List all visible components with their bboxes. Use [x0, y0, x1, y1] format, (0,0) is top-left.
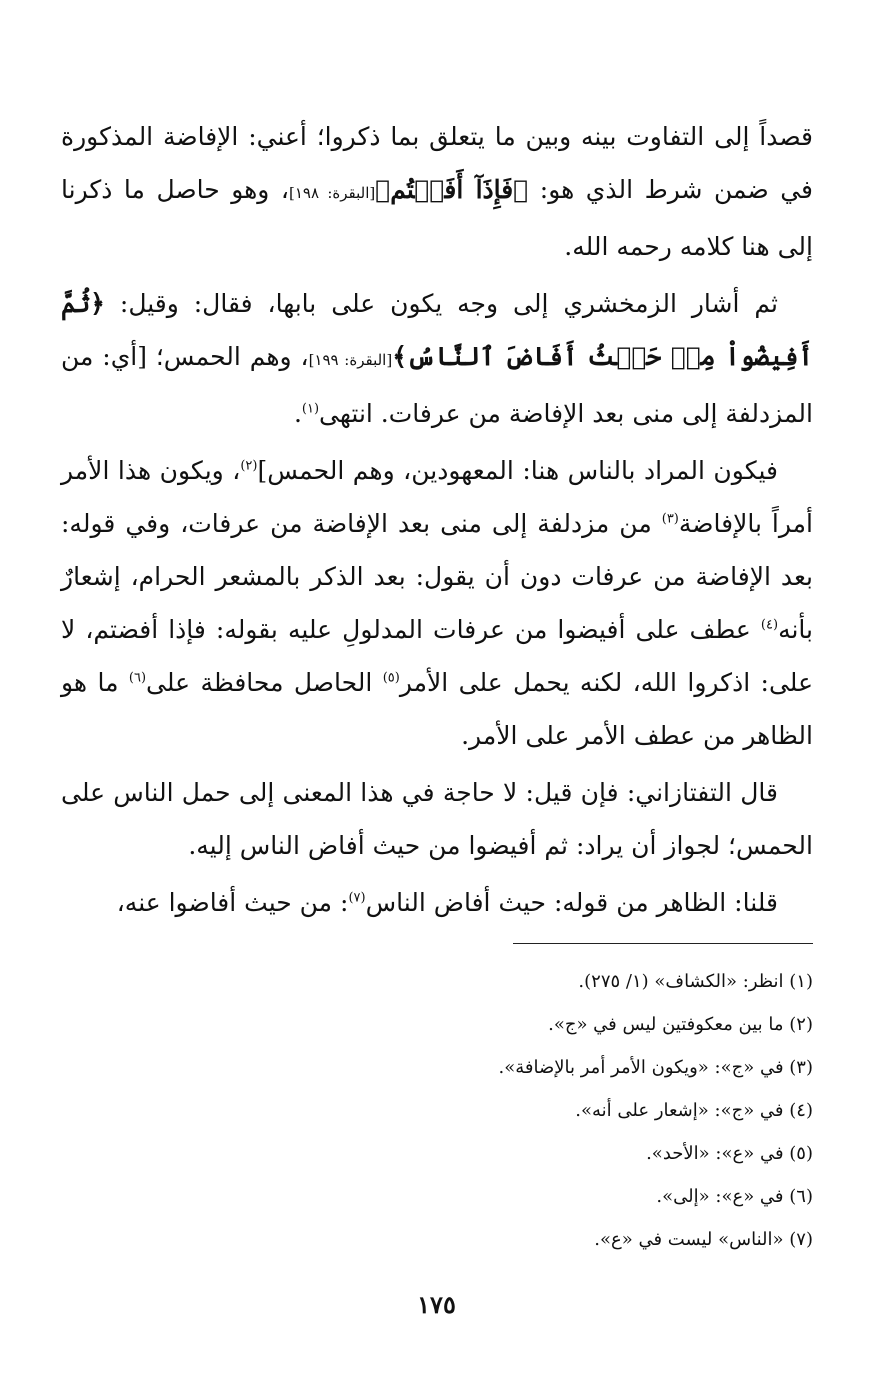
- footnote: (١) انظر: «الكشاف» (١/ ٢٧٥).: [578, 971, 813, 992]
- paragraph: [61, 876, 813, 929]
- text-run: قصداً إلى التفاوت بينه وبين ما يتعلق بما ذكروا؛ أعني: الإفاضة المذكورة في ضمن شرط الذي هو:: [61, 122, 813, 204]
- footnote: (٧) «الناس» ليست في «ع».: [594, 1229, 813, 1250]
- verse-reference: [البقرة: ١٩٩]: [308, 351, 393, 369]
- footnote: (٣) في «ج»: «ويكون الأمر أمر بالإضافة».: [498, 1057, 813, 1078]
- text-run: ما هو الظاهر من عطف الأمر على الأمر.: [61, 668, 813, 750]
- quran-verse: ﴿ثُمَّ أَفِيضُواْ مِنۡ حَيۡثُ أَفَاضَ ٱلنَّاسُ﴾: [61, 289, 813, 371]
- text-run: قال التفتازاني: فإن قيل: لا حاجة في هذا المعنى إلى حمل الناس على الحمس؛ لجواز أن يراد: ثم أفيضوا من حيث أفاض الناس إليه.: [61, 778, 813, 860]
- text-run: من مزدلفة إلى منى بعد الإفاضة من عرفات، وفي قوله: بعد الإفاضة من عرفات دون أن يقول: بعد الذكر بالمشعر الحرام، إشعارٌ بأنه: [61, 509, 813, 644]
- footnote-separator: [513, 943, 813, 944]
- paragraph: [61, 444, 813, 762]
- footnote: (٤) في «ج»: «إشعار على أنه».: [575, 1100, 813, 1121]
- footnote-marker: (٦): [128, 670, 147, 686]
- page-number: ١٧٥: [417, 1290, 456, 1319]
- text-run: ثم أشار الزمخشري إلى وجه يكون على بابها، فقال: وقيل:: [104, 289, 778, 318]
- footnote-marker: (٤): [760, 617, 779, 633]
- footnote-marker: (١): [301, 401, 320, 417]
- footnote-marker: (٢): [240, 458, 258, 474]
- paragraph: [61, 277, 813, 440]
- footnote-marker: (٧): [348, 890, 366, 906]
- text-run: ، ويكون هذا الأمر أمراً بالإفاضة: [61, 456, 813, 538]
- text-run: ، وهم الحمس؛ [أي: من المزدلفة إلى منى بعد الإفاضة من عرفات. انتهى: [61, 342, 813, 428]
- text-run: ، وهو حاصل ما ذكرنا إلى هنا كلامه رحمه الله.: [61, 175, 813, 261]
- text-run: عطف على أفيضوا من عرفات المدلولِ عليه بقوله: فإذا أفضتم، لا على: اذكروا الله، لكنه يحمل على الأمر: [61, 615, 814, 697]
- paragraph: [61, 110, 813, 273]
- verse-reference: [البقرة: ١٩٨]: [288, 184, 376, 202]
- footnote: (٢) ما بين معكوفتين ليس في «ج».: [548, 1014, 813, 1035]
- text-run: قلنا: الظاهر من قوله: حيث أفاض الناس: [365, 888, 778, 917]
- text-run: .: [293, 399, 302, 428]
- text-run: فيكون المراد بالناس هنا: المعهودين، وهم الحمس]: [257, 456, 778, 485]
- paragraph: [61, 766, 813, 872]
- text-run: الحاصل محافظة على: [146, 668, 383, 697]
- footnote: (٦) في «ع»: «إلى».: [656, 1186, 813, 1207]
- footnotes: [61, 960, 813, 1261]
- text-run: : من حيث أفاضوا عنه،: [116, 888, 349, 917]
- footnote-marker: (٣): [661, 511, 679, 527]
- footnote-marker: (٥): [382, 670, 400, 686]
- main-text: [61, 110, 813, 929]
- quran-verse: ﴿فَإِذَآ أَفَضۡتُم﴾: [375, 175, 529, 204]
- footnote: (٥) في «ع»: «الأحد».: [646, 1143, 813, 1164]
